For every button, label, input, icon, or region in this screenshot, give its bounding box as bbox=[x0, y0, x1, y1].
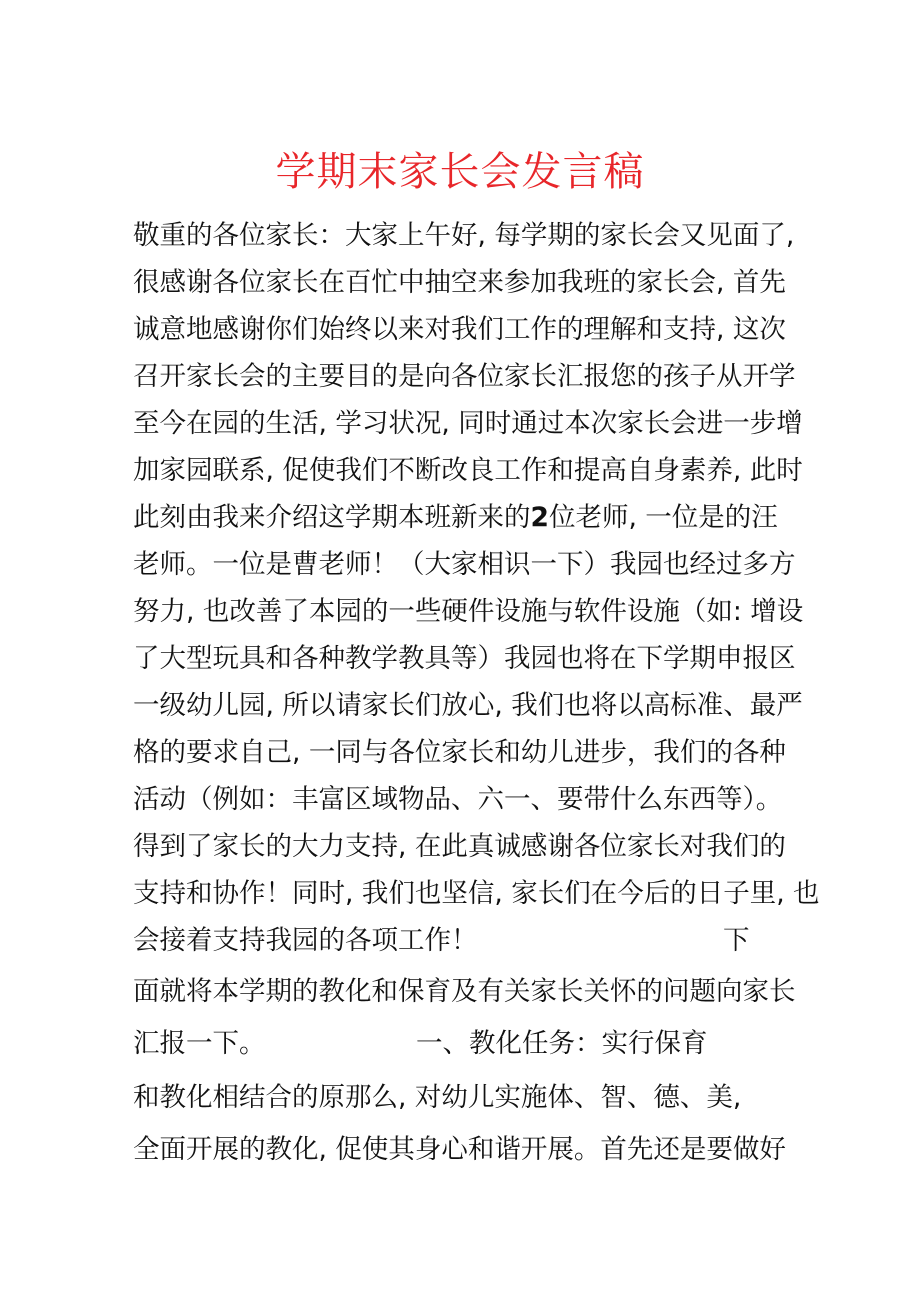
paragraph-line bbox=[133, 1026, 793, 1062]
paragraph-line: 一级幼儿园, 所以请家长们放心, 我们也将以高标准、最严 bbox=[133, 690, 803, 721]
paragraph-line: 老师。一位是曹老师！（大家相识一下）我园也经过多方 bbox=[133, 549, 796, 580]
paragraph-line: 了大型玩具和各种教学教具等）我园也将在下学期申报区 bbox=[133, 643, 796, 674]
paragraph-line: 加家园联系, 促使我们不断改良工作和提高自身素养, 此时 bbox=[133, 455, 803, 486]
line-text: 会接着支持我园的各项工作！ bbox=[133, 925, 478, 956]
line-text: 汇报一下。 bbox=[133, 1028, 266, 1059]
paragraph-line: 活动（例如：丰富区域物品、六一、要带什么东西等）。 bbox=[133, 784, 783, 815]
paragraph-line: 格的要求自己, 一同与各位家长和幼儿进步，我们的各种 bbox=[133, 737, 786, 768]
paragraph-line bbox=[133, 500, 793, 536]
line-text: 位老师, 一位是的汪 bbox=[548, 502, 778, 533]
line-text: 此刻由我来介绍这学期本班新来的 bbox=[133, 502, 531, 533]
paragraph-line: 努力, 也改善了本园的一些硬件设施与软件设施（如: 增设 bbox=[133, 596, 804, 627]
paragraph-line: 和教化相结合的原那么, 对幼儿实施体、智、德、美, bbox=[133, 1082, 742, 1113]
paragraph-line bbox=[133, 923, 793, 959]
paragraph-line: 得到了家长的大力支持, 在此真诚感谢各位家长对我们的 bbox=[133, 831, 786, 862]
paragraph-line: 很感谢各位家长在百忙中抽空来参加我班的家长会, 首先 bbox=[133, 267, 786, 298]
paragraph-line: 至今在园的生活, 学习状况, 同时通过本次家长会进一步增 bbox=[133, 408, 803, 439]
line-text: 下 bbox=[723, 925, 750, 956]
teacher-count: 2 bbox=[530, 502, 549, 533]
paragraph-line: 敬重的各位家长：大家上午好, 每学期的家长会又见面了, bbox=[133, 220, 795, 251]
paragraph-line: 全面开展的教化, 促使其身心和谐开展。首先还是要做好 bbox=[133, 1134, 786, 1165]
section-heading: 一、教化任务：实行保育 bbox=[416, 1028, 708, 1059]
paragraph-line: 支持和协作！同时, 我们也坚信, 家长们在今后的日子里, 也 bbox=[133, 878, 820, 909]
paragraph-line: 面就将本学期的教化和保育及有关家长关怀的问题向家长 bbox=[133, 976, 796, 1007]
paragraph-line: 诚意地感谢你们始终以来对我们工作的理解和支持, 这次 bbox=[133, 314, 786, 345]
document-title: 学期末家长会发言稿 bbox=[275, 149, 645, 195]
paragraph-line: 召开家长会的主要目的是向各位家长汇报您的孩子从开学 bbox=[133, 361, 796, 392]
